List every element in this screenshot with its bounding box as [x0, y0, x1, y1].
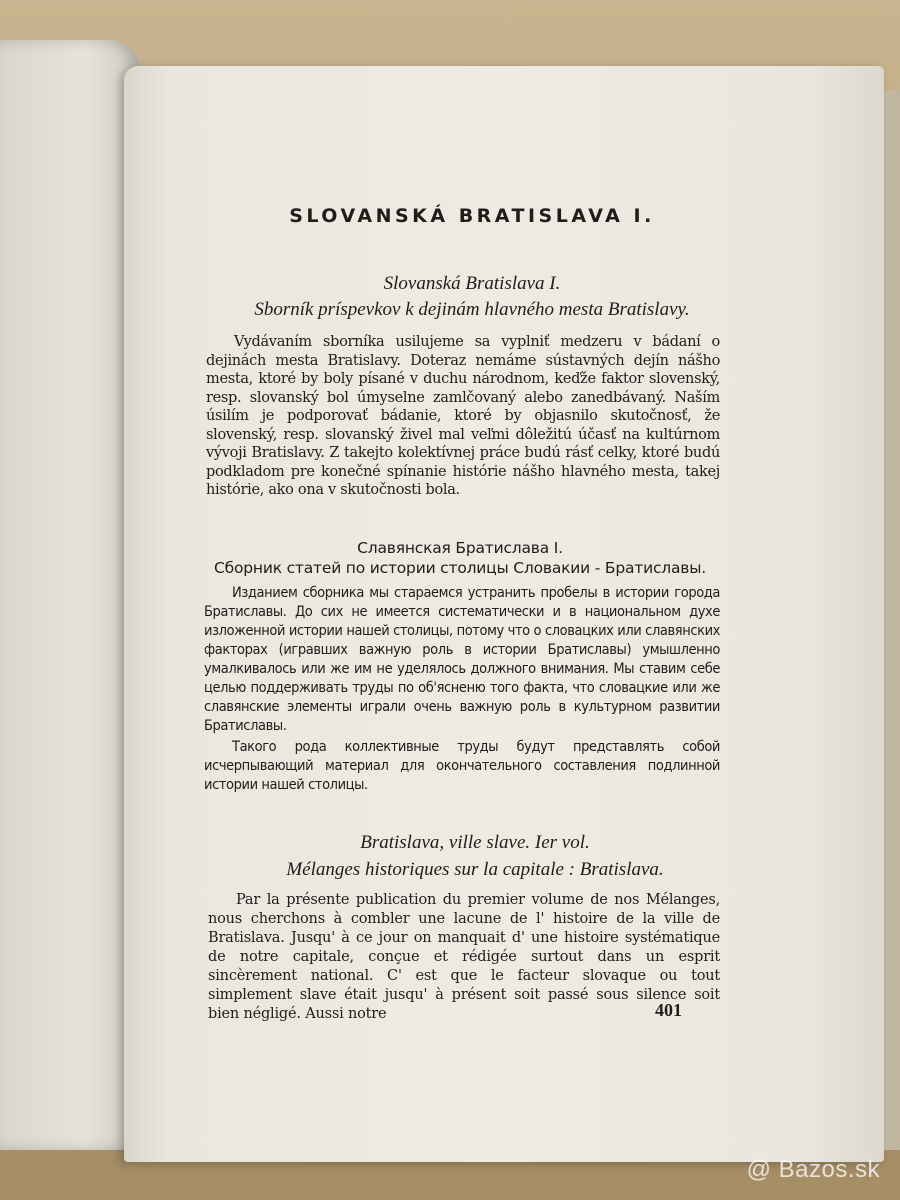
french-paragraph: Par la présente publication du premier volume de nos Mélanges, nous cherchons à combler une lacune de l' histoire de la ville de Bratislava. Jusqu' à ce jour on manquait d' une histoire systématique de notre capitale, conçue et rédigée surtout dans un esprit sincèrement national. C' est que le facteur slovaque ou tout simplement slave était jusqu' à présent soit passé sous silence soit bien négligé. Aussi notre — [208, 891, 720, 1022]
slovak-heading-line2: Sborník príspevkov k dejinám hlavného mesta Bratislavy. — [254, 299, 690, 320]
page-content — [200, 205, 720, 1024]
french-heading-line1: Bratislava, ville slave. Ier vol. — [360, 831, 590, 853]
french-heading — [200, 829, 720, 883]
french-heading-line2: Mélanges historiques sur la capitale : Bratislava. — [286, 858, 664, 880]
slovak-heading — [200, 271, 720, 323]
russian-heading-line2: Сборник статей по истории столицы Словакии - Братиславы. — [213, 558, 706, 577]
page-title: SLOVANSKÁ BRATISLAVA I. — [289, 205, 655, 227]
russian-heading — [200, 538, 720, 578]
slovak-paragraph: Vydávaním sborníka usilujeme sa vyplniť medzeru v bádaní o dejinách mesta Bratislavy. Doteraz nemáme sústavných dejín nášho mesta, ktoré by boly písané v duchu národnom, keďže faktor slovenský, resp. slovanský bol úmyselne zamlčovaný alebo zanedbávaný. Naším úsilím je podporovať bádanie, ktoré by objasnilo skutočnosť, že slovenský, resp. slovanský živel mal veľmi dôležitú účasť na kultúrnom vývoji Bratislavy. Z takejto kolektívnej práce budú rásť celky, ktoré budú podkladom pre konečné spínanie histórie nášho hlavného mesta, takej histórie, ako ona v skutočnosti bola. — [206, 334, 720, 498]
russian-heading-line1: Славянская Братислава I. — [357, 538, 563, 557]
russian-paragraph-2: Такого рода коллективные труды будут представлять собой исчерпывающий материал для окончательного составления подлинной истории нашей столицы. — [204, 738, 720, 793]
page-number: 401 — [655, 1000, 682, 1020]
russian-paragraph-1: Изданием сборника мы стараемся устранить пробелы в истории города Братиславы. До сих не имеется систематически и в национальном духе изложенной истории нашей столицы, потому что о словацких или славянских факторах (игравших важную роль в истории Братиславы) умышленно умалкивалось или же им не уделялось должного внимания. Мы ставим себе целью поддерживать труды по об'ясненю того факта, что словацкие или же славянские элементы играли очень важную роль в культурном развитии Братиславы. — [204, 584, 720, 734]
slovak-heading-line1: Slovanská Bratislava I. — [383, 273, 561, 294]
left-page — [0, 40, 140, 1150]
watermark: @ Bazos.sk — [746, 1156, 880, 1183]
